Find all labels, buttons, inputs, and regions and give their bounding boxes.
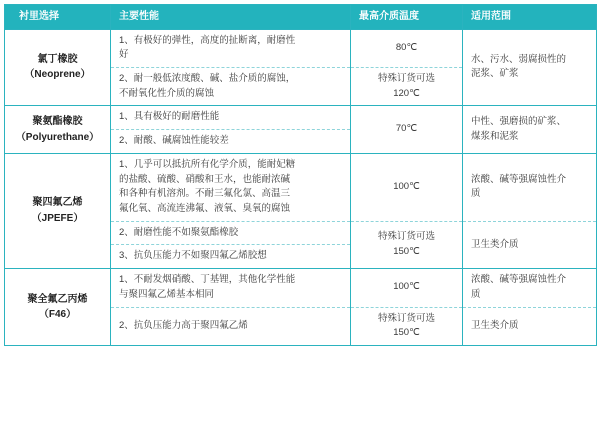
cell-application-scope — [463, 153, 597, 221]
cell-performance — [111, 221, 351, 245]
temperature-line: 100℃ — [393, 180, 420, 192]
performance-line: 氟化氧、高流连沸氟、液氧、臭氧的腐蚀 — [119, 202, 291, 214]
column-header-max-temperature: 最高介质温度 — [351, 5, 463, 30]
cell-max-temperature — [351, 153, 463, 221]
table-body — [5, 29, 597, 346]
performance-line: 2、抗负压能力高于聚四氟乙烯 — [119, 319, 248, 331]
cell-max-temperature — [351, 269, 463, 307]
cell-application-scope — [463, 307, 597, 345]
scope-line: 中性、强磨损的矿浆、 — [471, 115, 567, 127]
cell-performance — [111, 106, 351, 130]
cell-application-scope — [463, 269, 597, 307]
lining-name-english: （Neoprene） — [24, 69, 91, 81]
temperature-line: 特殊订货可选 — [377, 72, 435, 84]
cell-application-scope — [463, 221, 597, 268]
cell-performance — [111, 269, 351, 307]
performance-line: 1、不耐发烟硝酸、丁基锂，其他化学性能 — [119, 274, 296, 286]
scope-line: 浓酸、碱等强腐蚀性介 — [471, 274, 567, 286]
cell-lining-name — [5, 269, 111, 346]
lining-name-english: （Polyurethane） — [15, 131, 100, 143]
temperature-line: 特殊订货可选 — [377, 231, 435, 243]
scope-line: 浓酸、碱等强腐蚀性介 — [471, 173, 567, 185]
cell-max-temperature — [351, 106, 463, 153]
cell-max-temperature — [351, 221, 463, 268]
scope-line: 煤浆和泥浆 — [471, 130, 519, 142]
cell-max-temperature — [351, 67, 463, 105]
performance-line: 1、几乎可以抵抗所有化学介质，能耐妃糖 — [119, 158, 296, 170]
cell-max-temperature — [351, 307, 463, 345]
scope-line: 泥浆、矿浆 — [471, 68, 519, 80]
temperature-line: 120℃ — [393, 87, 420, 99]
cell-application-scope — [463, 29, 597, 106]
performance-line: 好 — [119, 49, 129, 61]
column-header-lining: 衬里选择 — [5, 5, 111, 30]
performance-line: 和各种有机溶剂。不耐三氟化氯、高温三 — [119, 188, 291, 200]
scope-line: 质 — [471, 288, 481, 300]
temperature-line: 150℃ — [393, 327, 420, 339]
lining-name-chinese: 聚氨酯橡胶 — [32, 116, 83, 128]
table-row — [5, 106, 597, 130]
table-row — [5, 29, 597, 67]
cell-performance — [111, 153, 351, 221]
lining-name-chinese: 氯丁橡胶 — [37, 53, 78, 65]
cell-max-temperature — [351, 29, 463, 67]
performance-line: 2、耐酸、碱腐蚀性能较差 — [119, 135, 229, 147]
temperature-line: 100℃ — [393, 281, 420, 293]
performance-line: 2、耐磨性能不如聚氨酯橡胶 — [119, 226, 239, 238]
cell-performance — [111, 130, 351, 154]
performance-line: 与聚四氟乙烯基本相同 — [119, 288, 215, 300]
performance-line: 不耐氧化性介质的腐蚀 — [119, 87, 215, 99]
cell-application-scope — [463, 106, 597, 153]
cell-performance — [111, 29, 351, 67]
performance-line: 的盐酸、硫酸、硝酸和王水，也能耐浓碱 — [119, 173, 291, 185]
cell-performance — [111, 67, 351, 105]
column-header-application-scope: 适用范围 — [463, 5, 597, 30]
cell-lining-name — [5, 106, 111, 153]
temperature-line: 特殊订货可选 — [377, 312, 435, 324]
column-header-performance: 主要性能 — [111, 5, 351, 30]
cell-performance — [111, 245, 351, 269]
scope-line: 卫生类介质 — [471, 319, 519, 331]
lining-name-chinese: 聚全氟乙丙烯 — [27, 293, 88, 305]
cell-performance — [111, 307, 351, 345]
temperature-line: 70℃ — [395, 123, 418, 135]
table-row — [5, 269, 597, 307]
lining-name-english: （F46） — [38, 309, 77, 321]
lining-selection-table — [4, 4, 597, 346]
performance-line: 1、具有极好的耐磨性能 — [119, 111, 220, 123]
performance-line: 2、耐一般低浓度酸、碱、盐介质的腐蚀， — [119, 72, 296, 84]
scope-line: 水、污水、弱腐损性的 — [471, 53, 567, 65]
performance-line: 1、有极好的弹性，高度的扯断离，耐磨性 — [119, 34, 296, 46]
lining-name-english: （JPEFE） — [31, 212, 84, 224]
temperature-line: 80℃ — [395, 41, 418, 53]
temperature-line: 150℃ — [393, 245, 420, 257]
cell-lining-name — [5, 153, 111, 268]
lining-name-chinese: 聚四氟乙烯 — [32, 197, 83, 209]
table-header — [5, 5, 597, 30]
table-header-row — [5, 5, 597, 30]
performance-line: 3、抗负压能力不如聚四氟乙烯胶想 — [119, 250, 267, 262]
cell-lining-name — [5, 29, 111, 106]
scope-line: 卫生类介质 — [471, 238, 519, 250]
table-row — [5, 153, 597, 221]
scope-line: 质 — [471, 188, 481, 200]
